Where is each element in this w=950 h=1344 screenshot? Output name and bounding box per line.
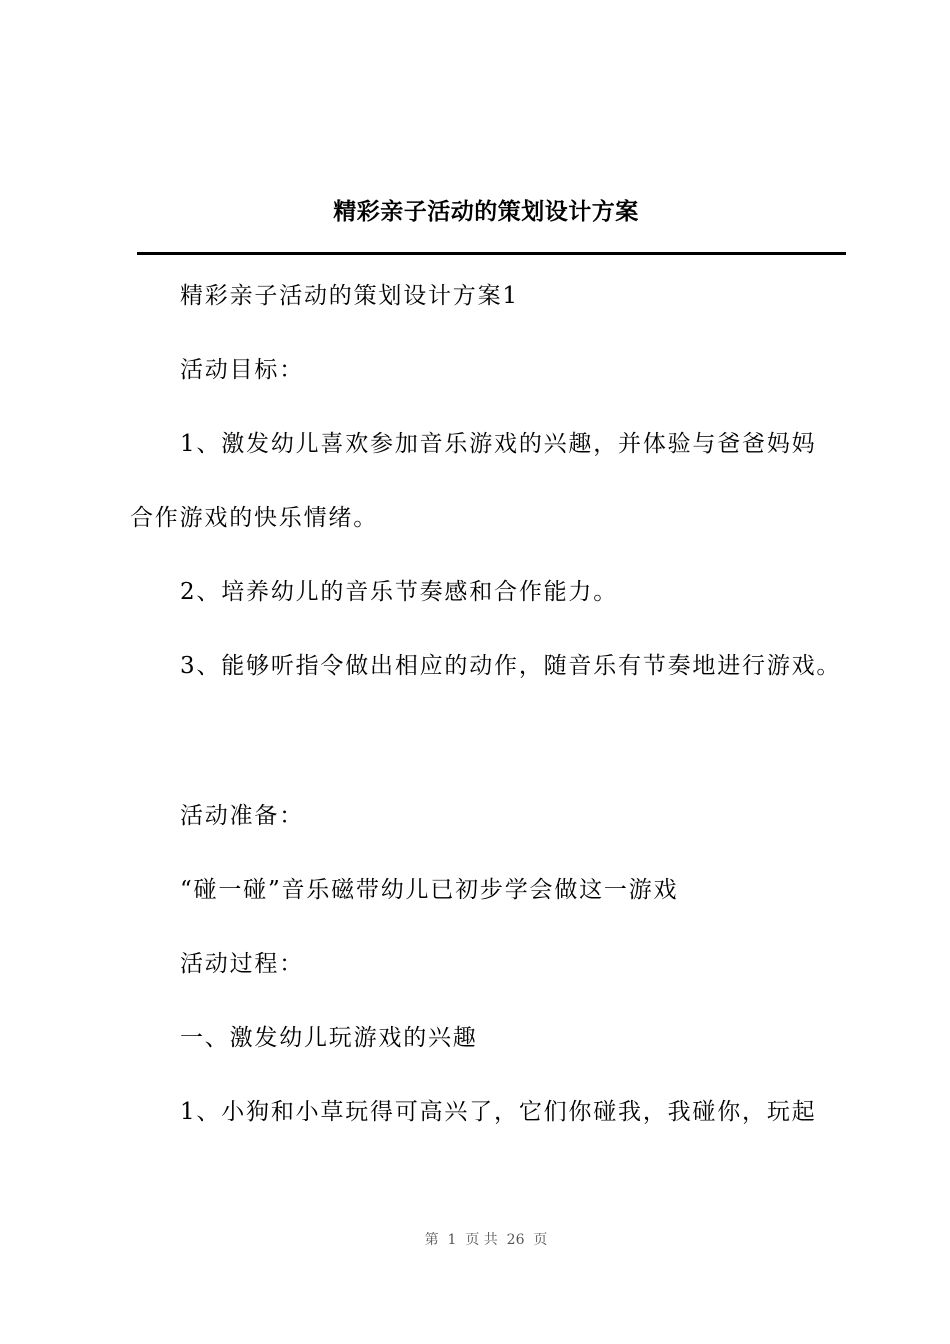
paragraph: 1、激发幼儿喜欢参加音乐游戏的兴趣，并体验与爸爸妈妈: [180, 431, 817, 457]
title-underline: [137, 252, 846, 255]
document-title: 精彩亲子活动的策划设计方案: [333, 198, 639, 225]
paragraph: 一、激发幼儿玩游戏的兴趣: [180, 1025, 478, 1051]
page-footer: 第 1 页 共 26 页: [424, 1232, 548, 1248]
section-heading: 精彩亲子活动的策划设计方案1: [180, 283, 519, 309]
paragraph: “碰一碰”音乐磁带幼儿已初步学会做这一游戏: [180, 877, 679, 903]
paragraph: 3、能够听指令做出相应的动作，随音乐有节奏地进行游戏。: [180, 653, 842, 679]
paragraph: 1、小狗和小草玩得可高兴了，它们你碰我，我碰你，玩起: [180, 1099, 817, 1125]
paragraph: 活动目标：: [180, 357, 304, 383]
paragraph: 合作游戏的快乐情绪。: [130, 505, 378, 531]
paragraph: 活动过程：: [180, 951, 304, 977]
paragraph: 2、培养幼儿的音乐节奏感和合作能力。: [180, 579, 619, 605]
paragraph: 活动准备：: [180, 803, 304, 829]
